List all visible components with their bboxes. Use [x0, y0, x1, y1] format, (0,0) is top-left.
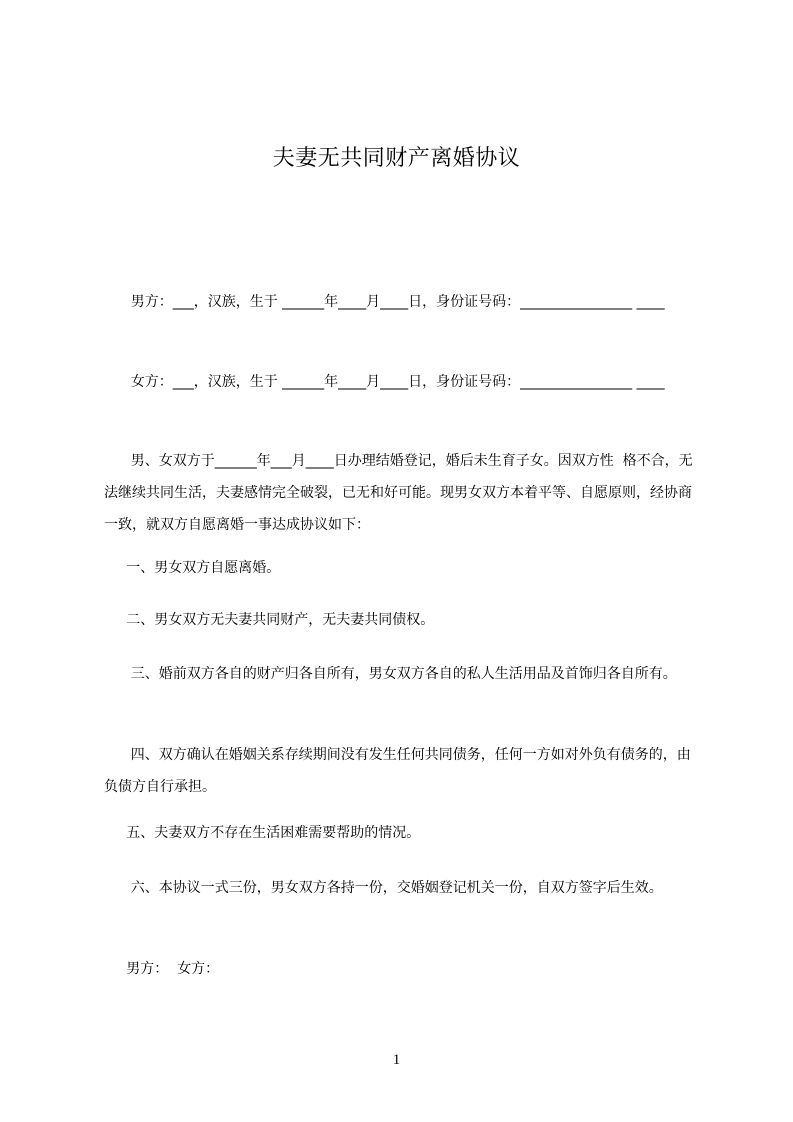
marriage-statement: 男、女双方于______年___月____日办理结婚登记，婚后未生育子女。因双方性 格不合，无法继续共同生活，夫妻感情完全破裂，已无和好可能。现男女双方本着平等、自愿原则，经协商一致，就双方自愿离婚一事达成协议如下：	[104, 453, 693, 533]
male-signature-label: 男方：	[126, 961, 169, 977]
document-title: 夫妻无共同财产离婚协议	[272, 146, 521, 171]
clause-3: 三、婚前双方各自的财产归各自所有，男女双方各自的私人生活用品及首饰归各自所有。	[104, 666, 677, 682]
clause-2: 二、男女双方无夫妻共同财产，无夫妻共同债权。	[104, 612, 435, 628]
clause-4: 四、双方确认在婚姻关系存续期间没有发生任何共同债务，任何一方如对外负有债务的，由负债方自行承担。	[104, 747, 691, 795]
female-party-info: 女方：___，汉族，生于 ______年____月____日，身份证号码：________________ ____	[104, 374, 665, 390]
signature-row	[104, 953, 702, 985]
clause-6: 六、本协议一式三份，男女双方各持一份，交婚姻登记机关一份，自双方签字后生效。	[104, 880, 663, 896]
male-party-info: 男方：___，汉族，生于 ______年____月____日，身份证号码：________________ ____	[104, 294, 665, 310]
clause-1: 一、男女双方自愿离婚。	[104, 560, 281, 576]
clause-5: 五、夫妻双方不存在生活困难需要帮助的情况。	[104, 825, 421, 841]
page-number: 1	[392, 1052, 401, 1068]
female-signature-label: 女方：	[177, 961, 220, 977]
